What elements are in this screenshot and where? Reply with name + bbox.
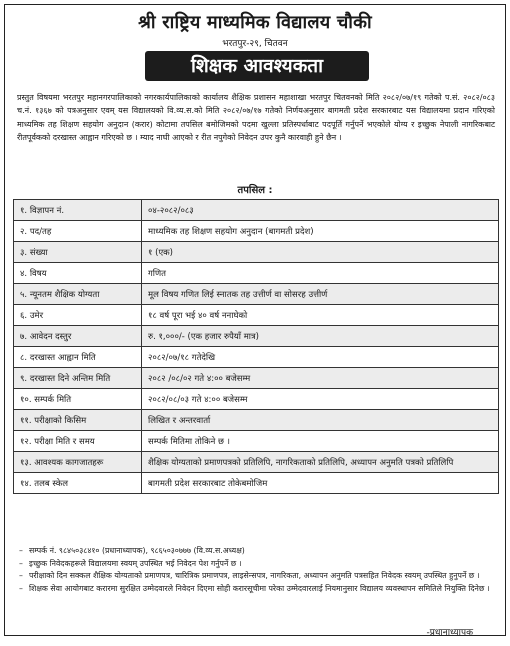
- detail-label: ४. विषय: [14, 263, 142, 284]
- detail-label: ११. परीक्षाको किसिम: [14, 410, 142, 431]
- detail-value: २०८२/०८/०३ गते ४:०० बजेसम्म: [142, 389, 499, 410]
- detail-value: गणित: [142, 263, 499, 284]
- detail-label: ७. आवेदन दस्तुर: [14, 326, 142, 347]
- detail-label: २. पद/तह: [14, 221, 142, 242]
- detail-label: ६. उमेर: [14, 305, 142, 326]
- details-table: [13, 199, 499, 494]
- table-row: [14, 263, 499, 284]
- note-item: – शिक्षक सेवा आयोगबाट करारमा सुरक्षित उम्मेदवारले निवेदन दिएमा सोही करारसूचीमा परेका उम्मेदवारलाई नियमानुसार विद्यालय व्यवस्थापन समितिले नियुक्ति दिनेछ ।: [19, 583, 499, 596]
- detail-value: शैक्षिक योग्यताको प्रमाणपत्रको प्रतिलिपि, नागरिकताको प्रतिलिपि, अध्यापन अनुमति पत्रको प्रतिलिपि: [142, 452, 499, 473]
- detail-value: २०८२/०७/१८ गतेदेखि: [142, 347, 499, 368]
- table-row: [14, 347, 499, 368]
- detail-label: ५. न्यूनतम शैक्षिक योग्यता: [14, 284, 142, 305]
- detail-label: ९. दरखास्त दिने अन्तिम मिति: [14, 368, 142, 389]
- notice-title-banner: शिक्षक आवश्यकता: [145, 51, 369, 81]
- detail-value: ०४-२०८२/०८३: [142, 200, 499, 221]
- detail-label: ८. दरखास्त आह्वान मिति: [14, 347, 142, 368]
- detail-value: २०८२ /०८/०२ गते ४:०० बजेसम्म: [142, 368, 499, 389]
- detail-value: १ (एक): [142, 242, 499, 263]
- school-address: भरतपुर-२९, चितवन: [222, 39, 288, 49]
- notice-page: [4, 4, 506, 636]
- detail-label: १३. आवश्यक कागजातहरू: [14, 452, 142, 473]
- notes-list: [19, 545, 499, 595]
- intro-paragraph: प्रस्तुत विषयमा भरतपुर महानगरपालिकाको नगरकार्यपालिकाको कार्यालय शैक्षिक प्रशासन महाशाखा भरतपुर चितवनको मिति २०८२/०७/१९ गतेको प.सं. २०८२/०८३ च.नं. १३६७ को पत्रअनुसार एवम् यस विद्यालयको वि.व्य.स.को मिति २०८२/०७/१७ गतेको निर्णयअनुसार बागमती प्रदेश सरकारबाट यस विद्यालयमा प्रदान गरिएको माध्यमिक तह शिक्षण सहयोग अनुदान (करार) कोटामा तपसिल बमोजिमको पदमा खुल्ला प्रतिस्पर्धाबाट पदपूर्ति गर्नुपर्ने भएकोले योग्य र इच्छुक नेपाली नागरिकबाट रीतपूर्वकको दरखास्त आह्वान गरिएको छ । म्याद नाघी आएको र रीत नपुगेको निवेदन उपर कुनै कारवाही हुने छैन ।: [17, 93, 495, 143]
- table-row: [14, 284, 499, 305]
- note-item: – इच्छुक निवेदकहरूले विद्यालयमा स्वयम् उपस्थित भई निवेदन पेश गर्नुपर्ने छ ।: [19, 558, 499, 571]
- table-row: [14, 221, 499, 242]
- table-row: [14, 410, 499, 431]
- table-row: [14, 305, 499, 326]
- detail-label: ३. संख्या: [14, 242, 142, 263]
- table-row: [14, 200, 499, 221]
- detail-value: १८ वर्ष पूरा भई ४० वर्ष ननाघेको: [142, 305, 499, 326]
- table-row: [14, 242, 499, 263]
- signature: -प्रधानाध्यापक: [426, 628, 473, 638]
- detail-label: १. विज्ञापन नं.: [14, 200, 142, 221]
- table-row: [14, 326, 499, 347]
- detail-label: १०. सम्पर्क मिति: [14, 389, 142, 410]
- detail-label: १२. परीक्षा मिति र समय: [14, 431, 142, 452]
- note-item: – परीक्षाको दिन सक्कल शैक्षिक योग्यताको प्रमाणपत्र, चारित्रिक प्रमाणपत्र, लाइसेन्सपत्र, नागरिकता, अध्यापन अनुमति पत्रसहित निवेदक स्वयम् उपस्थित हुनुपर्ने छ ।: [19, 570, 499, 583]
- table-row: [14, 452, 499, 473]
- school-name: श्री राष्ट्रिय माध्यमिक विद्यालय चौकी: [138, 12, 372, 33]
- table-row: [14, 473, 499, 494]
- detail-value: मूल विषय गणित लिई स्नातक तह उत्तीर्ण वा सोसरह उत्तीर्ण: [142, 284, 499, 305]
- detail-value: बागमती प्रदेश सरकारबाट तोकेबमोजिम: [142, 473, 499, 494]
- detail-label: १४. तलब स्केल: [14, 473, 142, 494]
- detail-value: माध्यमिक तह शिक्षण सहयोग अनुदान (बागमती प्रदेश): [142, 221, 499, 242]
- note-item: – सम्पर्क नं. ९८४५०३८४१० (प्रधानाध्यापक), ९८६५०३०७७७ (वि.व्य.स.अध्यक्ष): [19, 545, 499, 558]
- table-row: [14, 389, 499, 410]
- detail-value: रु. १,०००/- (एक हजार रुपैयाँ मात्र): [142, 326, 499, 347]
- table-row: [14, 368, 499, 389]
- detail-value: सम्पर्क मितिमा तोकिने छ ।: [142, 431, 499, 452]
- details-heading: तपसिल :: [237, 185, 273, 196]
- table-row: [14, 431, 499, 452]
- detail-value: लिखित र अन्तरवार्ता: [142, 410, 499, 431]
